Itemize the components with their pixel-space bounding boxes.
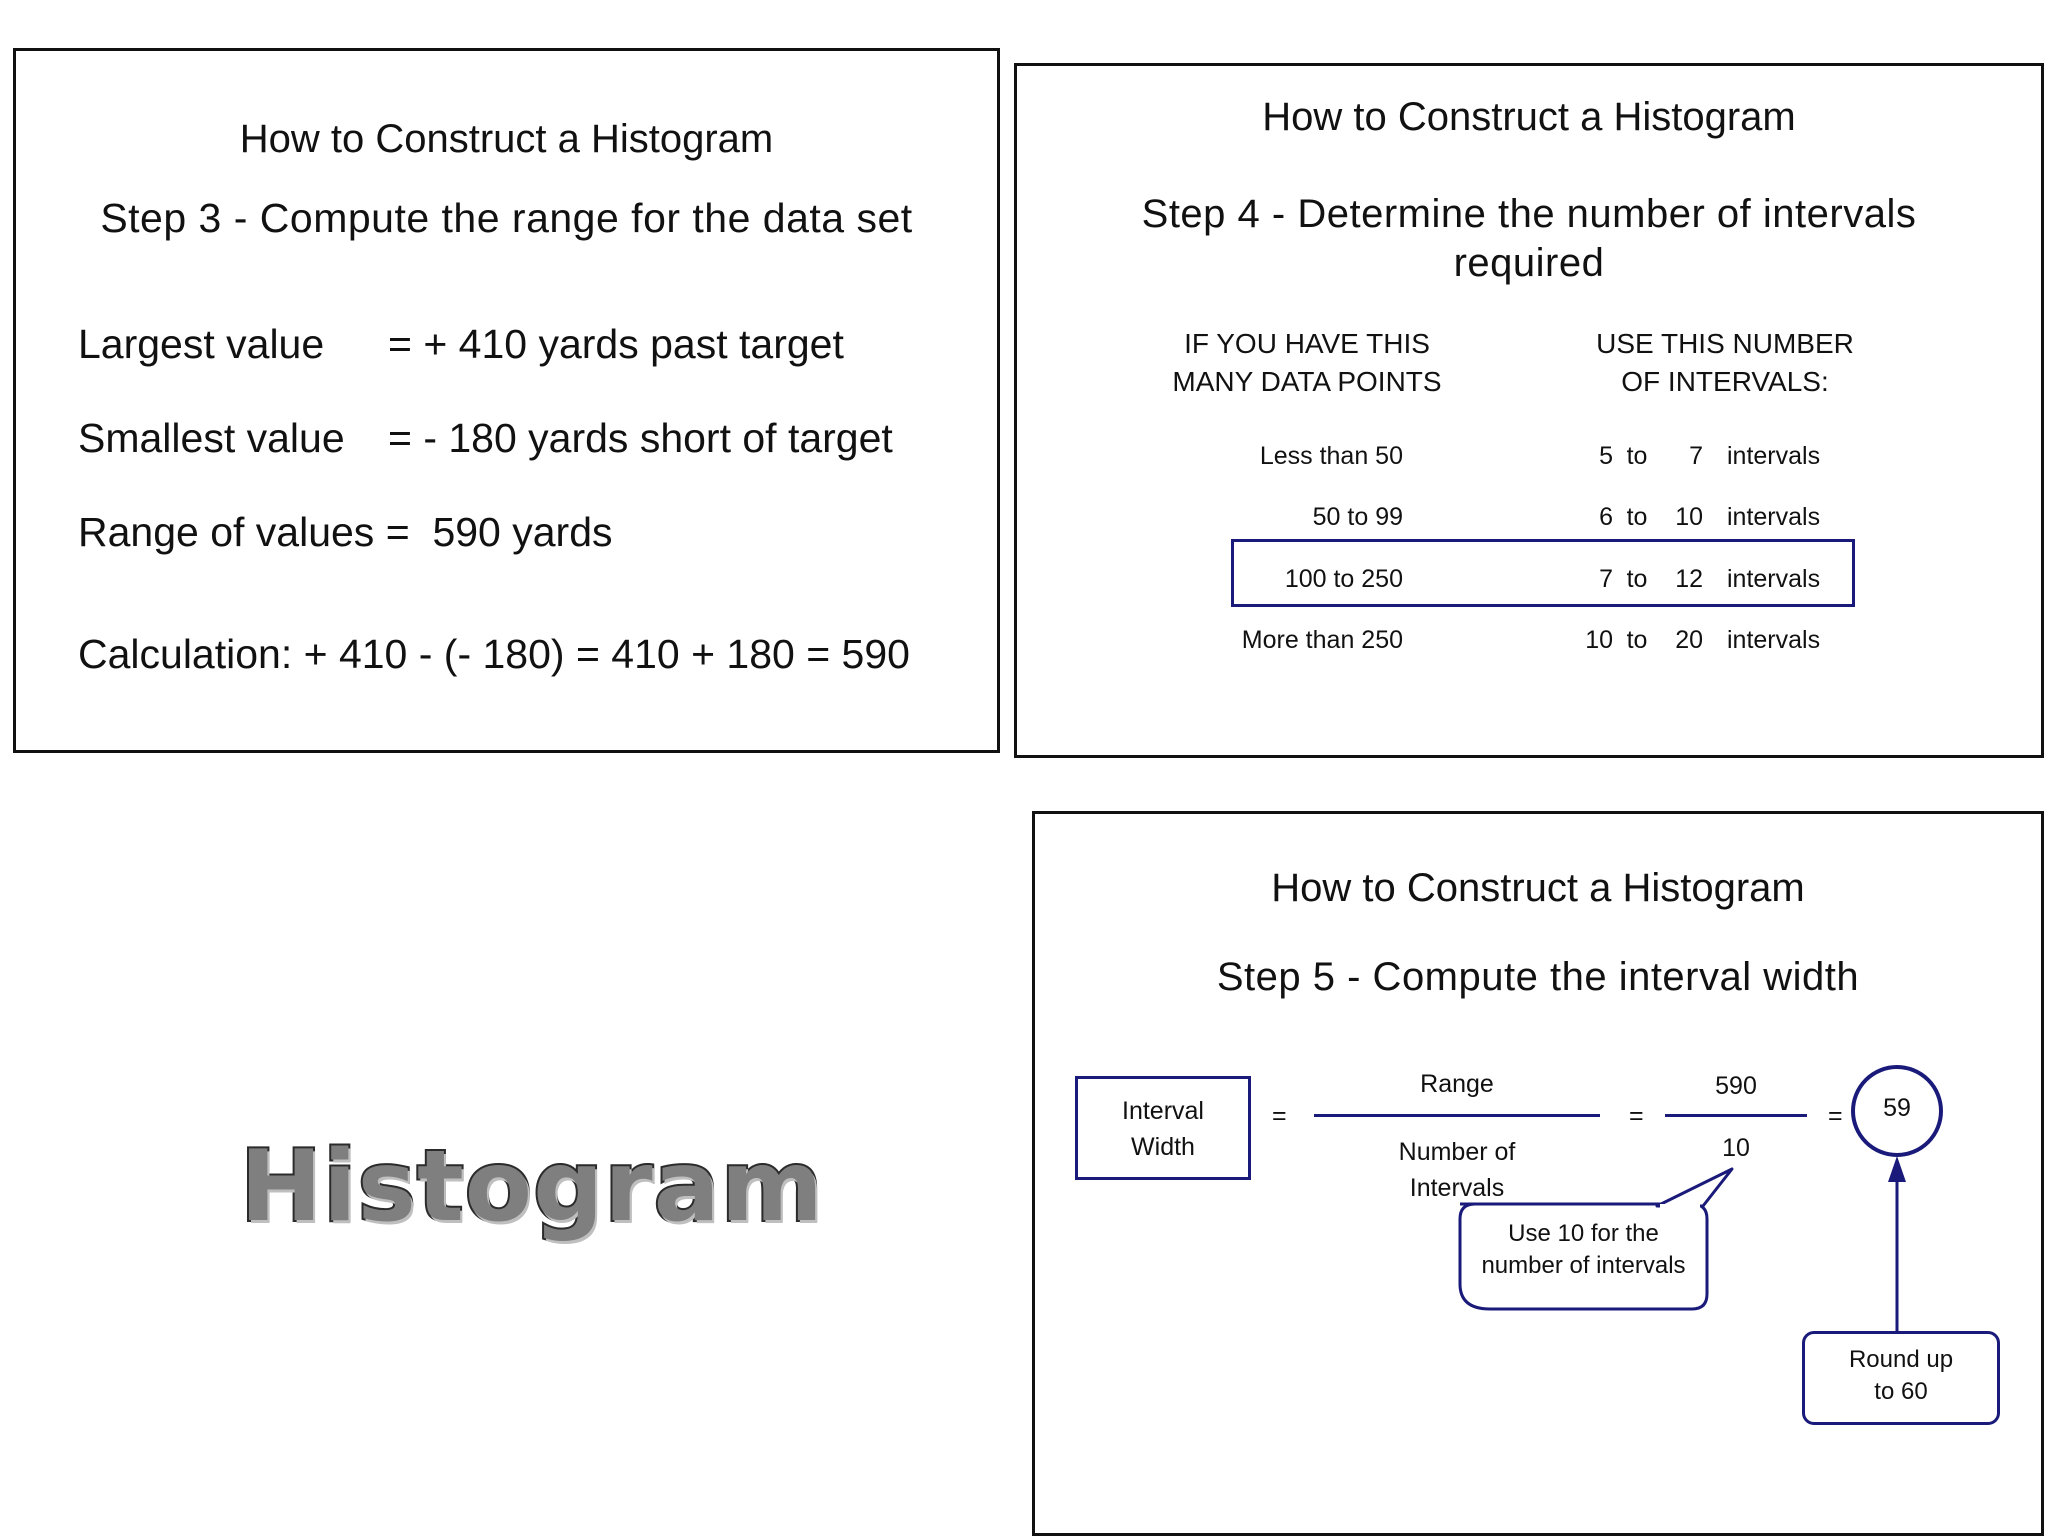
unit-cell: intervals (1727, 442, 1821, 470)
slide-subtitle (1017, 190, 2041, 288)
histogram-wordart: Histogram (240, 1130, 824, 1244)
to-cell: to (1626, 503, 1648, 531)
largest-value-text: = + 410 yards past target (388, 321, 844, 367)
box-line: Interval (1122, 1097, 1204, 1125)
header-line: IF YOU HAVE THIS (1184, 328, 1430, 359)
unit-cell: intervals (1727, 626, 1821, 654)
min-cell: 6 (1599, 503, 1613, 531)
max-cell: 20 (1675, 626, 1703, 654)
round-up-line: to 60 (1874, 1378, 1928, 1405)
denominator-line: Number of (1398, 1138, 1516, 1166)
smallest-value-text: = - 180 yards short of target (388, 415, 893, 461)
range-label: Range of values = (78, 509, 410, 555)
header-line: OF INTERVALS: (1621, 366, 1829, 397)
numerator-range: Range (1420, 1070, 1494, 1098)
round-up-box (1802, 1331, 2000, 1425)
step5-connectors (1035, 814, 2041, 1533)
numerator-590: 590 (1715, 1072, 1757, 1100)
denominator-line: Intervals (1409, 1174, 1505, 1202)
slide-subtitle: Step 3 - Compute the range for the data set (100, 195, 913, 241)
slide-step5 (1032, 811, 2044, 1536)
to-cell: to (1626, 565, 1648, 593)
min-cell: 7 (1599, 565, 1613, 593)
max-cell: 10 (1675, 503, 1703, 531)
equals-sign: = (1629, 1102, 1644, 1130)
points-cell: More than 250 (1241, 626, 1403, 654)
equals-sign: = (1272, 1102, 1287, 1130)
intervals-header (1565, 325, 1885, 401)
to-cell: to (1626, 442, 1648, 470)
header-line: USE THIS NUMBER (1596, 328, 1854, 359)
slide-title: How to Construct a Histogram (1271, 866, 1805, 910)
calculation-line: Calculation: + 410 - (- 180) = 410 + 180 = 590 (78, 631, 910, 677)
slide-step3 (13, 48, 1000, 753)
slide-subtitle: Step 5 - Compute the interval width (1216, 955, 1860, 999)
equals-sign: = (1828, 1102, 1843, 1130)
smallest-value-line (78, 415, 893, 462)
callout-text (1460, 1218, 1707, 1282)
max-cell: 7 (1689, 442, 1703, 470)
max-cell: 12 (1675, 565, 1703, 593)
result-value: 59 (1883, 1094, 1911, 1122)
unit-cell: intervals (1727, 503, 1821, 531)
smallest-value-label: Smallest value (78, 415, 345, 461)
subtitle-line-2: required (1453, 241, 1605, 285)
points-cell: 100 to 250 (1284, 565, 1403, 593)
points-cell: 50 to 99 (1312, 503, 1403, 531)
largest-value-line (78, 321, 844, 368)
slide-step4 (1014, 63, 2044, 758)
subtitle-line-1: Step 4 - Determine the number of intervals (1141, 192, 1917, 236)
data-points-header (1147, 325, 1467, 401)
slide-title: How to Construct a Histogram (1262, 95, 1796, 139)
min-cell: 10 (1585, 626, 1613, 654)
callout-line: number of intervals (1481, 1252, 1686, 1279)
box-line: Width (1131, 1133, 1195, 1161)
min-cell: 5 (1599, 442, 1613, 470)
round-up-arrow-head (1888, 1156, 1906, 1182)
denominator-10: 10 (1722, 1134, 1750, 1162)
callout-line: Use 10 for the (1508, 1220, 1659, 1247)
points-cell: Less than 50 (1259, 442, 1403, 470)
range-value: 590 yards (432, 509, 613, 555)
round-up-line: Round up (1848, 1346, 1954, 1373)
to-cell: to (1626, 626, 1648, 654)
unit-cell: intervals (1727, 565, 1821, 593)
largest-value-label: Largest value (78, 321, 325, 367)
slide-title: How to Construct a Histogram (239, 117, 774, 161)
callout-tail (1657, 1169, 1732, 1206)
header-line: MANY DATA POINTS (1172, 366, 1442, 397)
range-line (78, 509, 613, 556)
